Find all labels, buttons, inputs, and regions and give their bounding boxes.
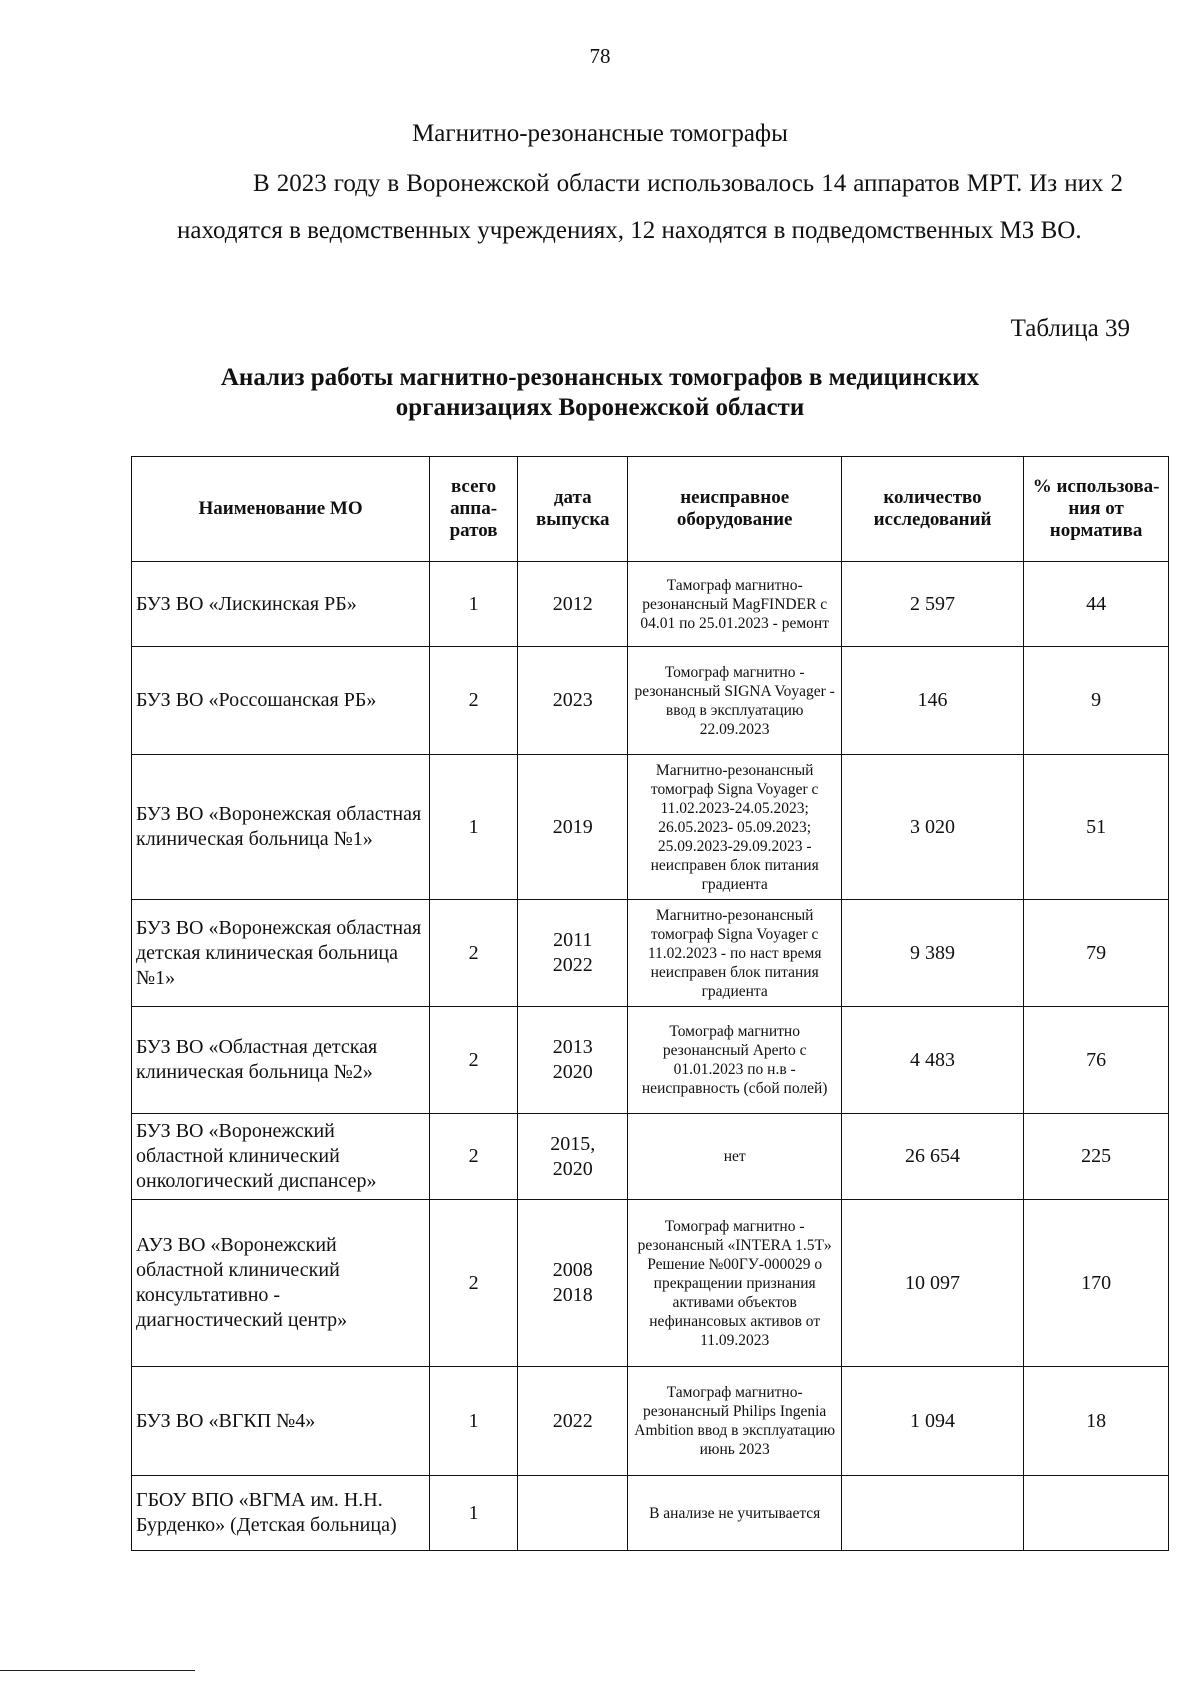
faulty-equipment-cell: Тамограф магнитно-резонансный MagFINDER с 04.01 по 25.01.2023 - ремонт (628, 562, 841, 647)
release-year: 2008 (552, 1259, 593, 1281)
body-paragraph: В 2023 году в Воронежской области использовалось 14 аппаратов МРТ. Из них 2 находятся в ведомственных учреждениях, 12 находятся в подведомственных МЗ ВО. (177, 170, 1123, 244)
device-count-cell: 2 (430, 647, 518, 755)
device-count-cell: 2 (430, 1114, 518, 1200)
table-header-row (132, 457, 1169, 562)
release-year: 2020 (552, 1157, 593, 1180)
header-device-count: всего аппа-ратов (430, 457, 518, 562)
device-count-cell: 2 (430, 1200, 518, 1367)
release-year-cell (518, 1200, 628, 1367)
device-count-cell: 1 (430, 1367, 518, 1476)
mri-analysis-table (131, 456, 1169, 1551)
study-count-cell: 146 (841, 647, 1023, 755)
study-count-cell: 4 483 (841, 1007, 1023, 1114)
org-name-cell: БУЗ ВО «Россошанская РБ» (132, 647, 430, 755)
table-row (132, 647, 1169, 755)
release-year-cell (518, 1114, 628, 1200)
footer-rule (0, 1670, 195, 1671)
usage-percent-cell: 44 (1024, 562, 1169, 647)
release-year: 2018 (552, 1284, 593, 1306)
faulty-equipment-cell: Магнитно-резонансный томограф Signa Voyager с 11.02.2023 - по наст время неисправен блок питания градиента (628, 900, 841, 1007)
release-year: 2013 (552, 1036, 593, 1058)
section-heading: Магнитно-резонансные томографы (412, 120, 788, 147)
faulty-equipment-cell: Тамограф магнитно-резонансный Philips Ingenia Ambition ввод в эксплуатацию июнь 2023 (628, 1367, 841, 1476)
release-year: 2011 (553, 929, 593, 951)
device-count-cell: 1 (430, 1476, 518, 1551)
usage-percent-cell: 9 (1024, 647, 1169, 755)
table-row (132, 755, 1169, 900)
table-title-line-2: организациях Воронежской области (395, 394, 805, 421)
study-count-cell: 10 097 (841, 1200, 1023, 1367)
usage-percent-cell: 76 (1024, 1007, 1169, 1114)
header-org-name: Наименование МО (132, 457, 430, 562)
org-name-cell: БУЗ ВО «Областная детская клиническая больница №2» (132, 1007, 430, 1114)
header-study-count: количество исследований (841, 457, 1023, 562)
study-count-cell: 3 020 (841, 755, 1023, 900)
device-count-cell: 2 (430, 1007, 518, 1114)
org-name-cell: АУЗ ВО «Воронежский областной клинический консультативно - диагностический центр» (132, 1200, 430, 1367)
release-year-cell (518, 755, 628, 900)
release-year: 2020 (552, 1061, 593, 1083)
release-year-cell (518, 562, 628, 647)
study-count-cell: 9 389 (841, 900, 1023, 1007)
org-name-cell: БУЗ ВО «Лискинская РБ» (132, 562, 430, 647)
table-title (150, 363, 1050, 423)
release-year-cell (518, 1367, 628, 1476)
release-year: 2015, (550, 1132, 596, 1155)
table-row (132, 1476, 1169, 1551)
release-year: 2019 (552, 815, 593, 838)
release-year: 2012 (552, 592, 593, 615)
table-title-line-1: Анализ работы магнитно-резонансных томографов в медицинских (220, 364, 980, 391)
faulty-equipment-cell: В анализе не учитывается (628, 1476, 841, 1551)
table-row (132, 900, 1169, 1007)
release-year-cell (518, 647, 628, 755)
table-row (132, 1367, 1169, 1476)
release-year: 2023 (552, 689, 593, 711)
header-release-year: дата выпуска (518, 457, 628, 562)
table-caption: Таблица 39 (1010, 315, 1130, 342)
study-count-cell: 2 597 (841, 562, 1023, 647)
faulty-equipment-cell: Томограф магнитно резонансный Aperto с 01.01.2023 по н.в - неисправность (сбой полей) (628, 1007, 841, 1114)
release-year: 2022 (552, 1409, 593, 1432)
release-year-cell (518, 1007, 628, 1114)
org-name-cell: БУЗ ВО «Воронежская областная детская клиническая больница №1» (132, 900, 430, 1007)
header-usage-percent: % использова-ния от норматива (1024, 457, 1169, 562)
usage-percent-cell: 170 (1024, 1200, 1169, 1367)
table-row (132, 562, 1169, 647)
usage-percent-cell (1024, 1476, 1169, 1551)
header-faulty-equipment: неисправное оборудование (628, 457, 841, 562)
usage-percent-cell: 225 (1024, 1114, 1169, 1200)
org-name-cell: БУЗ ВО «Воронежская областная клиническая больница №1» (132, 755, 430, 900)
usage-percent-cell: 18 (1024, 1367, 1169, 1476)
table-row (132, 1007, 1169, 1114)
release-year: 2022 (552, 954, 593, 976)
device-count-cell: 1 (430, 755, 518, 900)
faulty-equipment-cell: нет (628, 1114, 841, 1200)
usage-percent-cell: 51 (1024, 755, 1169, 900)
org-name-cell: БУЗ ВО «ВГКП №4» (132, 1367, 430, 1476)
org-name-cell: ГБОУ ВПО «ВГМА им. Н.Н. Бурденко» (Детская больница) (132, 1476, 430, 1551)
study-count-cell: 26 654 (841, 1114, 1023, 1200)
faulty-equipment-cell: Магнитно-резонансный томограф Signa Voyager с 11.02.2023-24.05.2023; 26.05.2023- 05.09.2023; 25.09.2023-29.09.2023 - неисправен блок питания градиента (628, 755, 841, 900)
faulty-equipment-cell: Томограф магнитно - резонансный SIGNA Voyager - ввод в эксплуатацию 22.09.2023 (628, 647, 841, 755)
study-count-cell: 1 094 (841, 1367, 1023, 1476)
org-name-cell: БУЗ ВО «Воронежский областной клинический онкологический диспансер» (132, 1114, 430, 1200)
device-count-cell: 2 (430, 900, 518, 1007)
faulty-equipment-cell: Томограф магнитно - резонансный «INTERA 1.5T» Решение №00ГУ-000029 о прекращении признания активами объектов нефинансовых активов от 11.09.2023 (628, 1200, 841, 1367)
table-row (132, 1114, 1169, 1200)
release-year-cell (518, 900, 628, 1007)
usage-percent-cell: 79 (1024, 900, 1169, 1007)
page-number: 78 (589, 44, 611, 68)
table-row (132, 1200, 1169, 1367)
release-year-cell (518, 1476, 628, 1551)
study-count-cell (841, 1476, 1023, 1551)
device-count-cell: 1 (430, 562, 518, 647)
